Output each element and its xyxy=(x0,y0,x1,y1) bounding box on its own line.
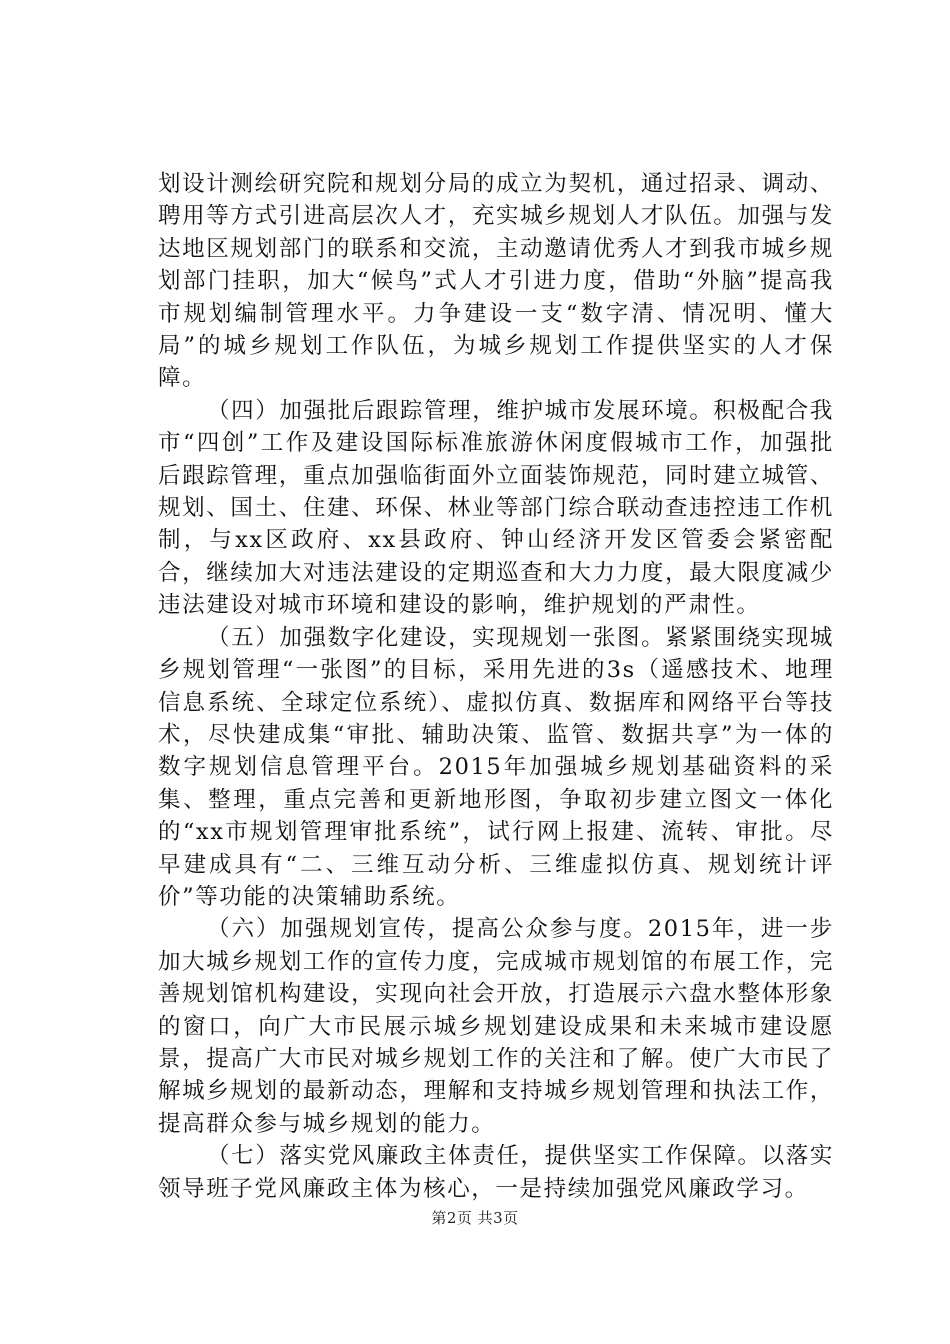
paragraph-section-five: （五）加强数字化建设，实现规划一张图。紧紧围绕实现城乡规划管理“一张图”的目标，采用先进的3s（遥感技术、地理信息系统、全球定位系统）、虚拟仿真、数据库和网络平台等技术，尽快建成集“审批、辅助决策、监管、数据共享”为一体的数字规划信息管理平台。2015年加强城乡规划基础资料的采集、整理，重点完善和更新地形图，争取初步建立图文一体化的“xx市规划管理审批系统”，试行网上报建、流转、审批。尽早建成具有“二、三维互动分析、三维虚拟仿真、规划统计评价”等功能的决策辅助系统。 xyxy=(158,624,834,910)
paragraph-section-seven: （七）落实党风廉政主体责任，提供坚实工作保障。以落实领导班子党风廉政主体为核心，一是持续加强党风廉政学习。 xyxy=(158,1143,834,1202)
paragraph-section-four: （四）加强批后跟踪管理，维护城市发展环境。积极配合我市“四创”工作及建设国际标准旅游休闲度假城市工作，加强批后跟踪管理，重点加强临街面外立面装饰规范，同时建立城管、规划、国土、住建、环保、林业等部门综合联动查违控违工作机制，与xx区政府、xx县政府、钟山经济开发区管委会紧密配合，继续加大对违法建设的定期巡查和大力力度，最大限度减少违法建设对城市环境和建设的影响，维护规划的严肃性。 xyxy=(158,397,834,619)
page-number-footer: 第2页 共3页 xyxy=(431,1209,519,1227)
document-body xyxy=(158,168,834,1205)
paragraph-continued-talent: 划设计测绘研究院和规划分局的成立为契机，通过招录、调动、聘用等方式引进高层次人才，充实城乡规划人才队伍。加强与发达地区规划部门的联系和交流，主动邀请优秀人才到我市城乡规划部门挂职，加大“候鸟”式人才引进力度，借助“外脑”提高我市规划编制管理水平。力争建设一支“数字清、情况明、懂大局”的城乡规划工作队伍，为城乡规划工作提供坚实的人才保障。 xyxy=(158,171,834,392)
paragraph-section-six: （六）加强规划宣传，提高公众参与度。2015年，进一步加大城乡规划工作的宣传力度，完成城市规划馆的布展工作，完善规划馆机构建设，实现向社会开放，打造展示六盘水整体形象的窗口，向广大市民展示城乡规划建设成果和未来城市建设愿景，提高广大市民对城乡规划工作的关注和了解。使广大市民了解城乡规划的最新动态，理解和支持城乡规划管理和执法工作，提高群众参与城乡规划的能力。 xyxy=(158,916,834,1137)
